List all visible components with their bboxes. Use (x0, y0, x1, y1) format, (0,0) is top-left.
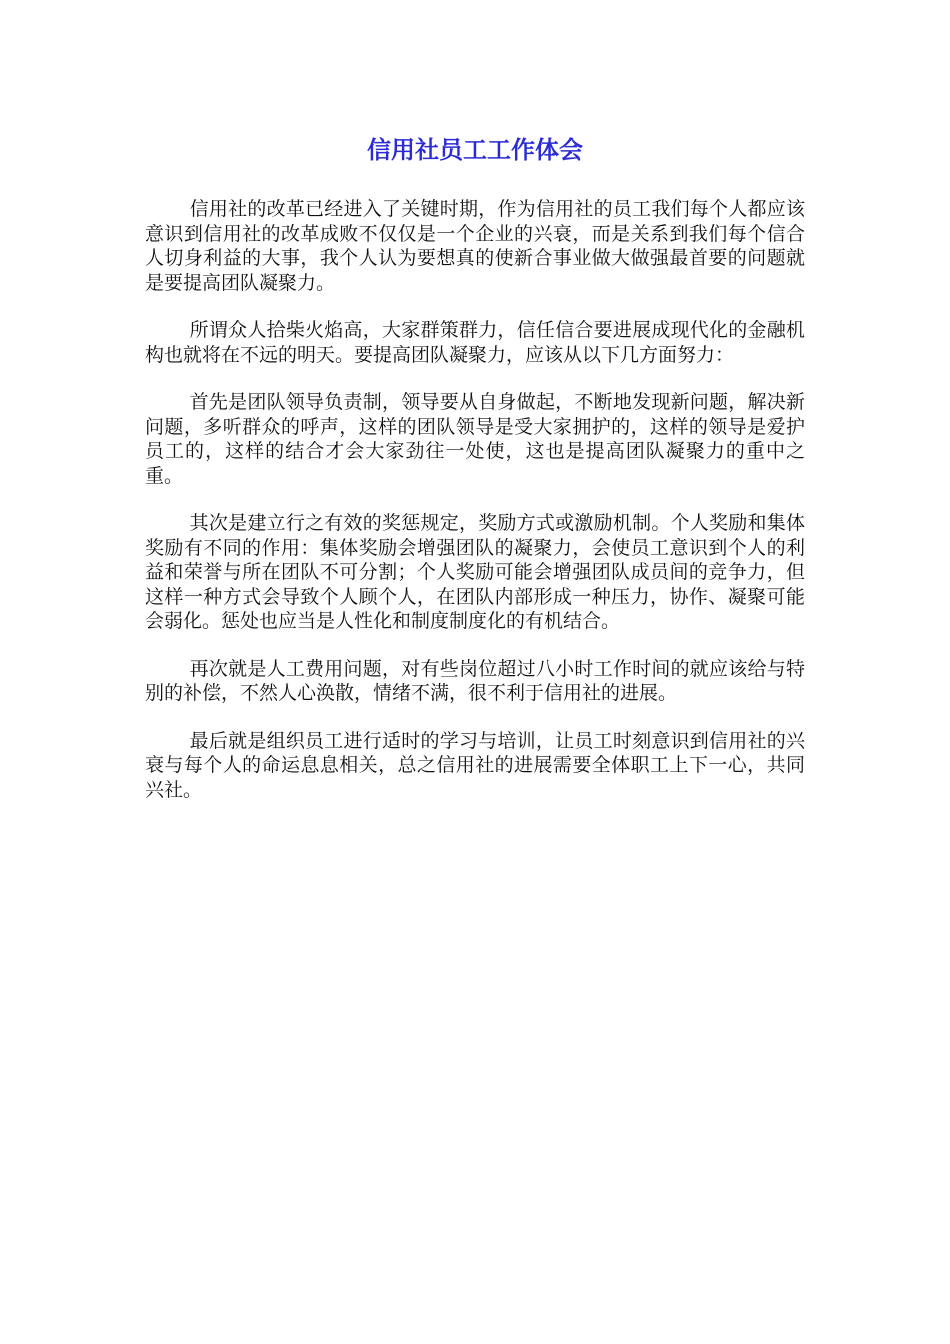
paragraph-1: 信用社的改革已经进入了关键时期，作为信用社的员工我们每个人都应该意识到信用社的改革成败不仅仅是一个企业的兴衰，而是关系到我们每个信合人切身利益的大事，我个人认为要想真的使新合事业做大做强最首要的问题就是要提高团队凝聚力。 (145, 198, 805, 294)
paragraph-6: 最后就是组织员工进行适时的学习与培训，让员工时刻意识到信用社的兴衰与每个人的命运息息相关，总之信用社的进展需要全体职工上下一心，共同兴社。 (145, 729, 805, 801)
paragraph-3: 首先是团队领导负责制，领导要从自身做起，不断地发现新问题，解决新问题，多听群众的呼声，这样的团队领导是受大家拥护的，这样的领导是爱护员工的，这样的结合才会大家劲往一处使，这也是提高团队凝聚力的重中之重。 (145, 391, 805, 487)
paragraph-4: 其次是建立行之有效的奖惩规定，奖励方式或激励机制。个人奖励和集体奖励有不同的作用：集体奖励会增强团队的凝聚力，会使员工意识到个人的利益和荣誉与所在团队不可分割；个人奖励可能会增强团队成员间的竞争力，但这样一种方式会导致个人顾个人，在团队内部形成一种压力，协作、凝聚可能会弱化。惩处也应当是人性化和制度制度化的有机结合。 (145, 512, 805, 632)
paragraph-2: 所谓众人拾柴火焰高，大家群策群力，信任信合要进展成现代化的金融机构也就将在不远的明天。要提高团队凝聚力，应该从以下几方面努力： (145, 319, 805, 366)
document-body (145, 197, 805, 825)
paragraph-5: 再次就是人工费用问题，对有些岗位超过八小时工作时间的就应该给与特别的补偿，不然人心涣散，情绪不满，很不利于信用社的进展。 (145, 657, 805, 704)
document-title: 信用社员工工作体会 (367, 136, 583, 164)
